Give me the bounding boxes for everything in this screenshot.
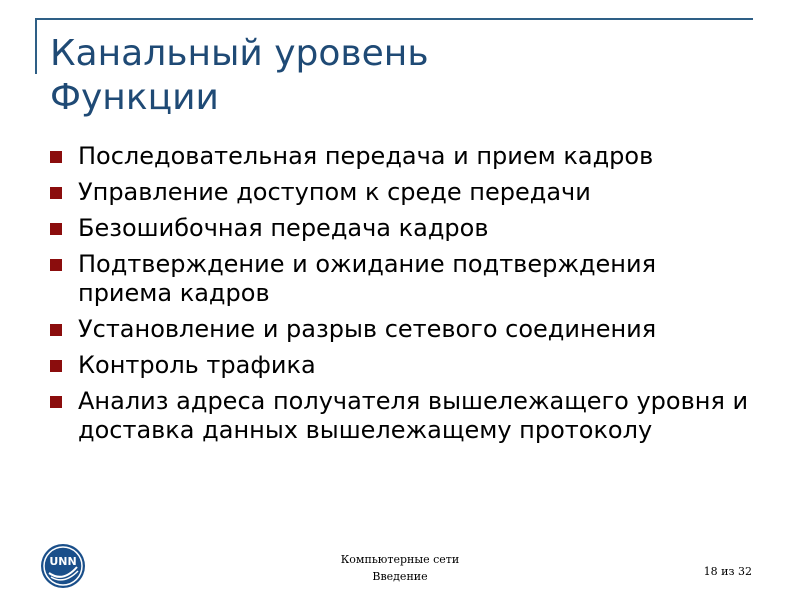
slide-title: [50, 32, 750, 120]
university-logo-icon: [40, 543, 86, 589]
bullet-text: Анализ адреса получателя вышележащего уровня и доставка данных вышележащему протоколу: [78, 387, 749, 444]
bullet-text: Установление и разрыв сетевого соединения: [78, 315, 657, 343]
footer-course: Компьютерные сети: [340, 553, 460, 566]
bullet-square-icon: [50, 396, 62, 408]
bullet-square-icon: [50, 324, 62, 336]
footer-section: Введение: [372, 570, 428, 583]
bullet-item: [50, 315, 750, 344]
bullet-item: [50, 142, 750, 171]
bullet-item: [50, 178, 750, 207]
bullet-item: [50, 214, 750, 243]
page-number: 18 из 32: [703, 565, 752, 578]
footer-center: [300, 551, 500, 585]
bullet-square-icon: [50, 151, 62, 163]
bullet-list: [50, 142, 750, 452]
bullet-text: Последовательная передача и прием кадров: [78, 142, 654, 170]
top-rule: [35, 18, 753, 20]
bullet-square-icon: [50, 259, 62, 271]
bullet-square-icon: [50, 223, 62, 235]
bullet-text: Подтверждение и ожидание подтверждения приема кадров: [78, 250, 657, 307]
bullet-square-icon: [50, 360, 62, 372]
title-line-2: Функции: [50, 77, 219, 118]
bullet-square-icon: [50, 187, 62, 199]
title-line-1: Канальный уровень: [50, 33, 429, 74]
bullet-item: [50, 387, 750, 445]
bullet-text: Управление доступом к среде передачи: [78, 178, 591, 206]
bullet-item: [50, 250, 750, 308]
bullet-text: Безошибочная передача кадров: [78, 214, 489, 242]
left-rule: [35, 18, 37, 74]
logo-text: UNN: [49, 555, 77, 568]
bullet-item: [50, 351, 750, 380]
bullet-text: Контроль трафика: [78, 351, 316, 379]
